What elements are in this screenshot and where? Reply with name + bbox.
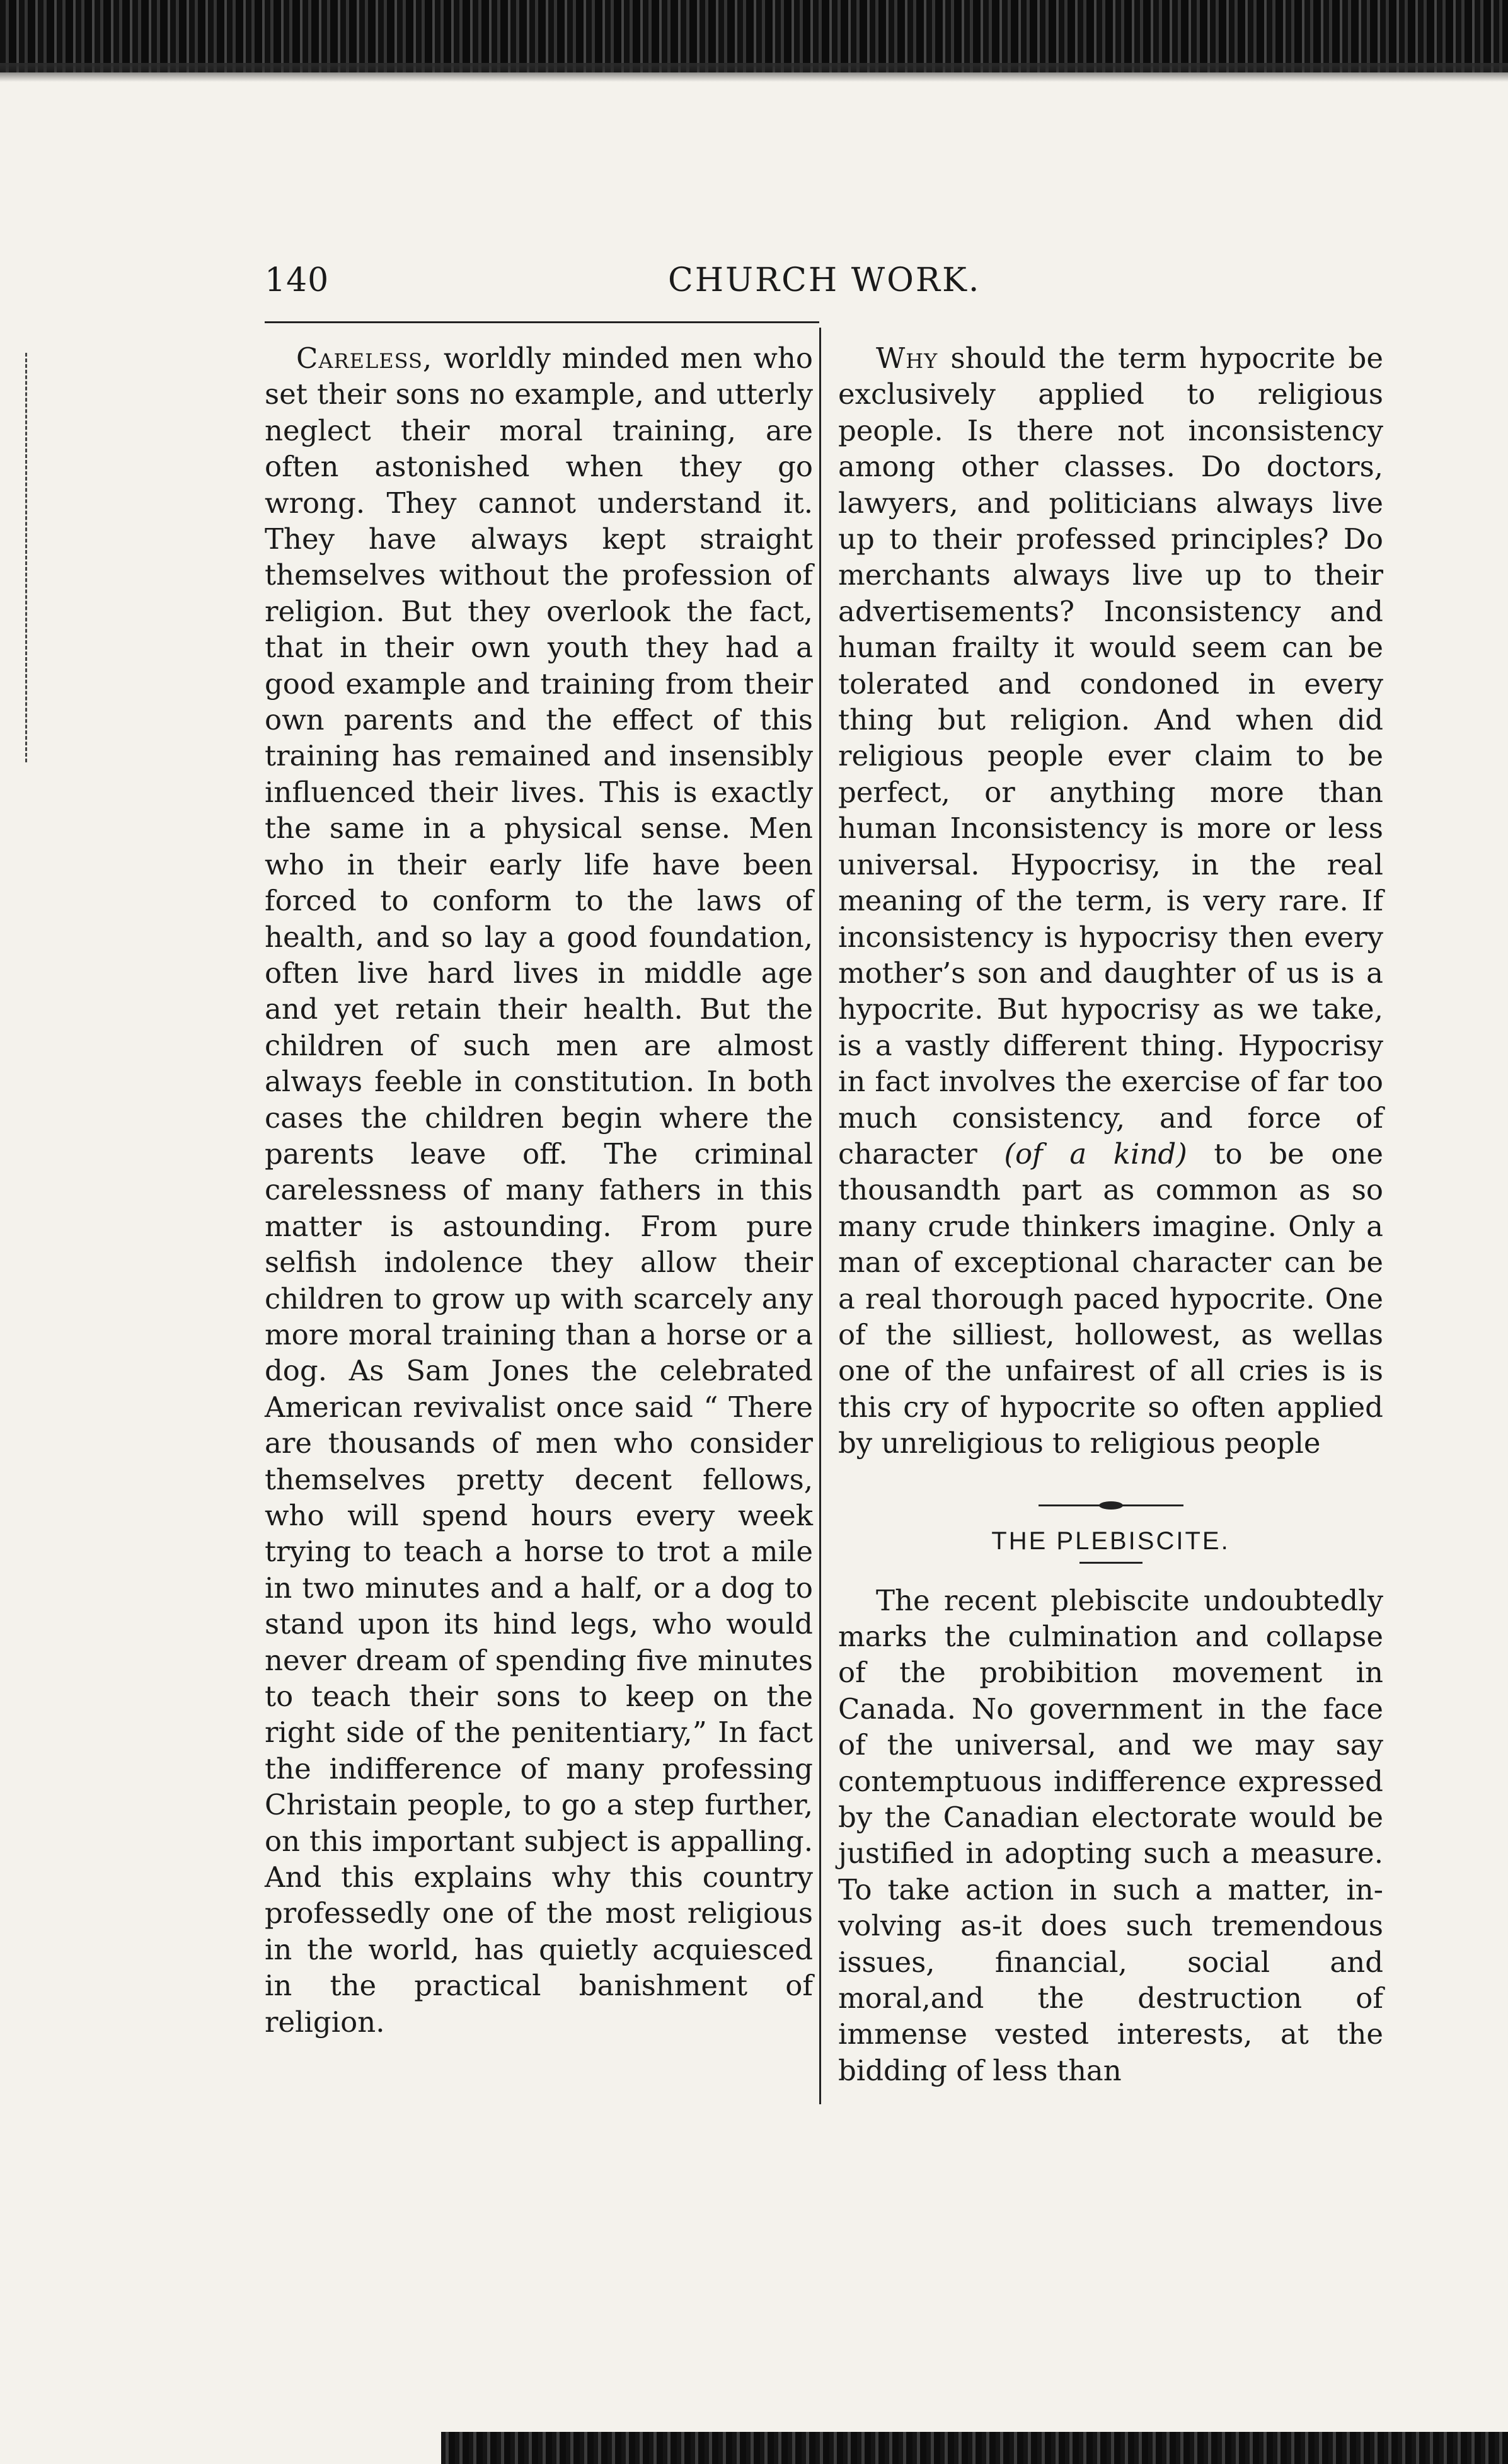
drop-word: Why [876, 341, 938, 375]
plebiscite-paragraph: The recent plebiscite undoubtedly marks the culmination and collapse of the probibition movement in Canada. No government in the face of the universal, and we may say contemptuous indifference expressed by the Canadian electorate would be justified in adopting such a measure. To take action in such a matter, involving as-it does such tremendous issues, financial, social and moral,and the destruction of immense vested interests, at the bidding of less than [838, 1583, 1383, 2087]
page-header [265, 261, 1386, 306]
hypocrite-paragraph [838, 340, 1383, 1462]
scan-border-bottom [441, 2432, 1508, 2464]
paragraph-tail: to be one thousandth part as common as so many crude thinkers imagine. Only a man of exceptional character can be a real thorough paced hypocrite. One of the silliest, hollowest, as wellas one of the unfairest of all cries is is this cry of hypocrite so often applied by unreligious to religious people [838, 1137, 1383, 1460]
paragraph-body: worldly minded men who set their sons no example, and utterly neglect their moral training, are often astonished when they go wrong. They cannot understand it. They have always kept straight themselves without the profession of religion. But they overlook the fact, that in their own youth they had a good example and training from their own parents and the effect of this training has remained and insensibly influenced their lives. This is exactly the same in a physical sense. Men who in their early life have been forced to conform to the laws of health, and so lay a good foundation, often live hard lives in middle age and yet retain their health. But the children of such men are almost always feeble in constitution. In both cases the children begin where the parents leave off. The criminal carelessness of many fathers in this matter is astounding. From pure selfish indolence they allow their children to grow up with scarcely any more moral training than a horse or a dog. As Sam Jones the celebrated American revivalist once said “ There are thousands of men who consider themselves pretty decent fellows, who will spend hours every week trying to teach a horse to trot a mile in two minutes and a half, or a dog to stand upon its hind legs, who would never dream of spending five minutes to teach their sons to keep on the right side of the penitentiary,” In fact the indifference of many professing Christain people, to go a step further, on this important subject is appalling. And this explains why this country professedly one of the most religious in the world, has quietly acquiesced in the practical banishment of religion. [265, 341, 813, 2039]
paragraph-body: should the term hypocrite be exclusively applied to religious people. Is there not inconsistency among other classes. Do doctors, lawyers, and politicians always live up to their professed principles? Do merchants always live up to their advertisements? Inconsistency and human frailty it would seem can be tolerated and condoned in every thing but religion. And when did religious people ever claim to be perfect, or anything more than human Inconsistency is more or less universal. Hypocrisy, in the real meaning of the term, is very rare. If inconsistency is hypocrisy then every mother’s son and daughter of us is a hypocrite. But hypocrisy as we take, is a vastly different thing. Hypocrisy in fact involves the exercise of far too much consistency, and force of character [838, 341, 1383, 1171]
section-ornament [1039, 1504, 1183, 1506]
running-title: CHURCH WORK. [668, 261, 981, 299]
italic-phrase: (of a kind) [1004, 1137, 1187, 1171]
column-divider [819, 328, 821, 2104]
careless-paragraph [265, 340, 813, 2040]
page-number: 140 [265, 261, 330, 299]
header-rule [265, 321, 819, 323]
heading-rule [1079, 1562, 1143, 1564]
scan-shadow [0, 63, 1508, 82]
right-column [838, 340, 1383, 2104]
left-column [265, 340, 813, 2104]
scan-border-top [0, 0, 1508, 72]
margin-marks [25, 353, 30, 762]
drop-word: Careless, [296, 341, 433, 375]
section-heading: THE PLEBISCITE. [991, 1527, 1230, 1555]
